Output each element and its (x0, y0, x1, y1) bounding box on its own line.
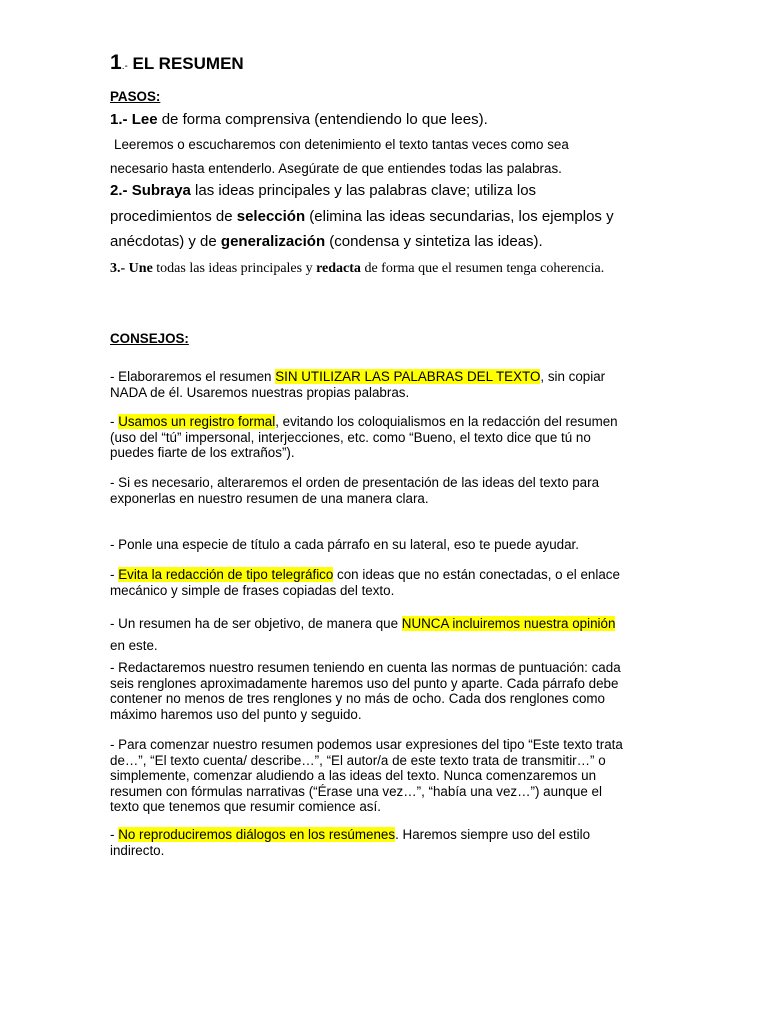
consejo-7-line-4: máximo haremos uso del punto y seguido. (110, 706, 362, 722)
step-2-line-1 (110, 181, 536, 201)
consejo-1-text-b: , sin copiar (540, 369, 606, 384)
step-3-text-rest: de forma que el resumen tenga coherencia. (360, 261, 605, 276)
consejo-8-line-1: - Para comenzar nuestro resumen podemos usar expresiones del tipo “Este texto trata (110, 737, 623, 752)
consejo-8-line-5: texto que tenemos que resumir comience así. (110, 799, 381, 815)
step-2-line-2 (110, 207, 614, 227)
consejo-4-line-1: - Ponle una especie de título a cada párrafo en su lateral, eso te puede ayudar. (110, 537, 579, 552)
step-1-number: 1.- (110, 111, 128, 128)
consejo-9-highlight: No reproduciremos diálogos en los resúmenes (118, 827, 396, 842)
consejo-3-line-1: - Si es necesario, alteraremos el orden de presentación de las ideas del texto para (110, 475, 600, 490)
title-separator: .- (121, 61, 128, 72)
consejo-5-text-b: con ideas que no están conectadas, o el enlace (333, 567, 620, 582)
consejo-2-line-1 (110, 414, 645, 430)
consejo-1 (110, 369, 645, 400)
consejo-6-text-a: - Un resumen ha de ser objetivo, de manera que (110, 616, 402, 631)
consejos-heading: CONSEJOS: (110, 331, 189, 346)
step-1-text: de forma comprensiva (entendiendo lo que lees). (157, 111, 488, 128)
consejo-2 (110, 414, 645, 461)
consejo-1-line-2: NADA de él. Usaremos nuestras propias palabras. (110, 384, 410, 400)
consejo-4 (110, 537, 645, 553)
consejo-3-line-2: exponerlas en nuestro resumen de una manera clara. (110, 490, 429, 506)
consejo-2-text-a: - (110, 414, 119, 429)
consejo-2-line-3: puedes fiarte de los extraños”). (110, 445, 295, 461)
title-number: 1 (110, 51, 122, 74)
consejo-5-line-1 (110, 567, 645, 583)
consejo-7-line-2: seis renglones aproximadamente haremos uso del punto y aparte. Cada párrafo debe (110, 675, 619, 691)
step-2-number: 2.- (110, 182, 128, 199)
document-title (110, 51, 244, 79)
step-3-number: 3.- (110, 261, 126, 276)
step-1 (110, 110, 488, 130)
step-2-text-1: las ideas principales y las palabras clave; utiliza los (190, 182, 537, 199)
consejo-3 (110, 475, 645, 506)
consejo-9-line-1 (110, 827, 645, 843)
consejo-5-line-2: mecánico y simple de frases copiadas del texto. (110, 582, 395, 598)
step-3 (110, 259, 604, 278)
consejo-7-line-3: contener no menos de tres renglones y no más de ocho. Cada dos renglones como (110, 691, 606, 707)
step-2-text-2c: (elimina las ideas secundarias, los ejemplos y (305, 208, 614, 225)
consejo-6-line-2: en este. (110, 638, 158, 653)
step-3-verb-redacta: redacta (316, 261, 361, 276)
consejo-5-text-a: - (110, 567, 119, 582)
consejo-2-line-2: (uso del “tú” impersonal, interjecciones, etc. como “Bueno, el texto dice que tú no (110, 429, 591, 445)
consejo-1-text-a: - Elaboraremos el resumen (110, 369, 276, 384)
step-2-verb: Subraya (131, 182, 191, 199)
consejo-8-line-2: de…”, “El texto cuenta/ describe…”, “El autor/a de este texto trata de transmitir…” o (110, 752, 606, 768)
consejo-6-line-1 (110, 613, 645, 635)
step-1-verb: Lee (131, 111, 158, 128)
consejo-9-text-b: . Haremos siempre uso del estilo (395, 827, 591, 842)
pasos-heading: PASOS: (110, 89, 161, 104)
consejo-1-line-1 (110, 369, 645, 385)
step-2-text-3a: anécdotas) y de (110, 233, 221, 250)
consejo-8-line-3: simplemente, comenzar aludiendo a las ideas del texto. Nunca comenzaremos un (110, 768, 597, 784)
consejo-1-highlight: SIN UTILIZAR LAS PALABRAS DEL TEXTO (275, 369, 541, 384)
step-3-text-mid: todas las ideas principales y (152, 261, 317, 276)
consejo-5-highlight: Evita la redacción de tipo telegráfico (118, 567, 334, 582)
consejo-9-line-2: indirecto. (110, 842, 165, 858)
consejo-2-text-b: , evitando los coloquialismos en la redacción del resumen (275, 414, 618, 429)
step-1-detail-line-2: necesario hasta entenderlo. Asegúrate de que entiendes todas las palabras. (110, 161, 562, 176)
step-1-detail-line-1: Leeremos o escucharemos con detenimiento el texto tantas veces como sea (114, 137, 569, 152)
consejo-5 (110, 567, 645, 598)
step-2-line-3 (110, 232, 543, 252)
consejo-6 (110, 613, 645, 657)
consejo-7 (110, 660, 645, 722)
consejo-8 (110, 737, 645, 815)
step-3-verb-une: Une (128, 261, 153, 276)
consejo-6-highlight: NUNCA incluiremos nuestra opinión (401, 616, 616, 631)
step-2-keyword-seleccion: selección (236, 208, 306, 225)
step-2-keyword-generalizacion: generalización (220, 233, 326, 250)
consejo-2-highlight: Usamos un registro formal (118, 414, 276, 429)
consejo-9-text-a: - (110, 827, 119, 842)
consejo-9 (110, 827, 645, 858)
step-2-text-3c: (condensa y sintetiza las ideas). (325, 233, 543, 250)
consejo-8-line-4: resumen con fórmulas narrativas (“Érase una vez…”, “había una vez…”) aunque el (110, 783, 602, 799)
step-2-text-2a: procedimientos de (110, 208, 237, 225)
consejo-7-line-1: - Redactaremos nuestro resumen teniendo en cuenta las normas de puntuación: cada (110, 660, 621, 675)
title-text: EL RESUMEN (132, 54, 244, 73)
